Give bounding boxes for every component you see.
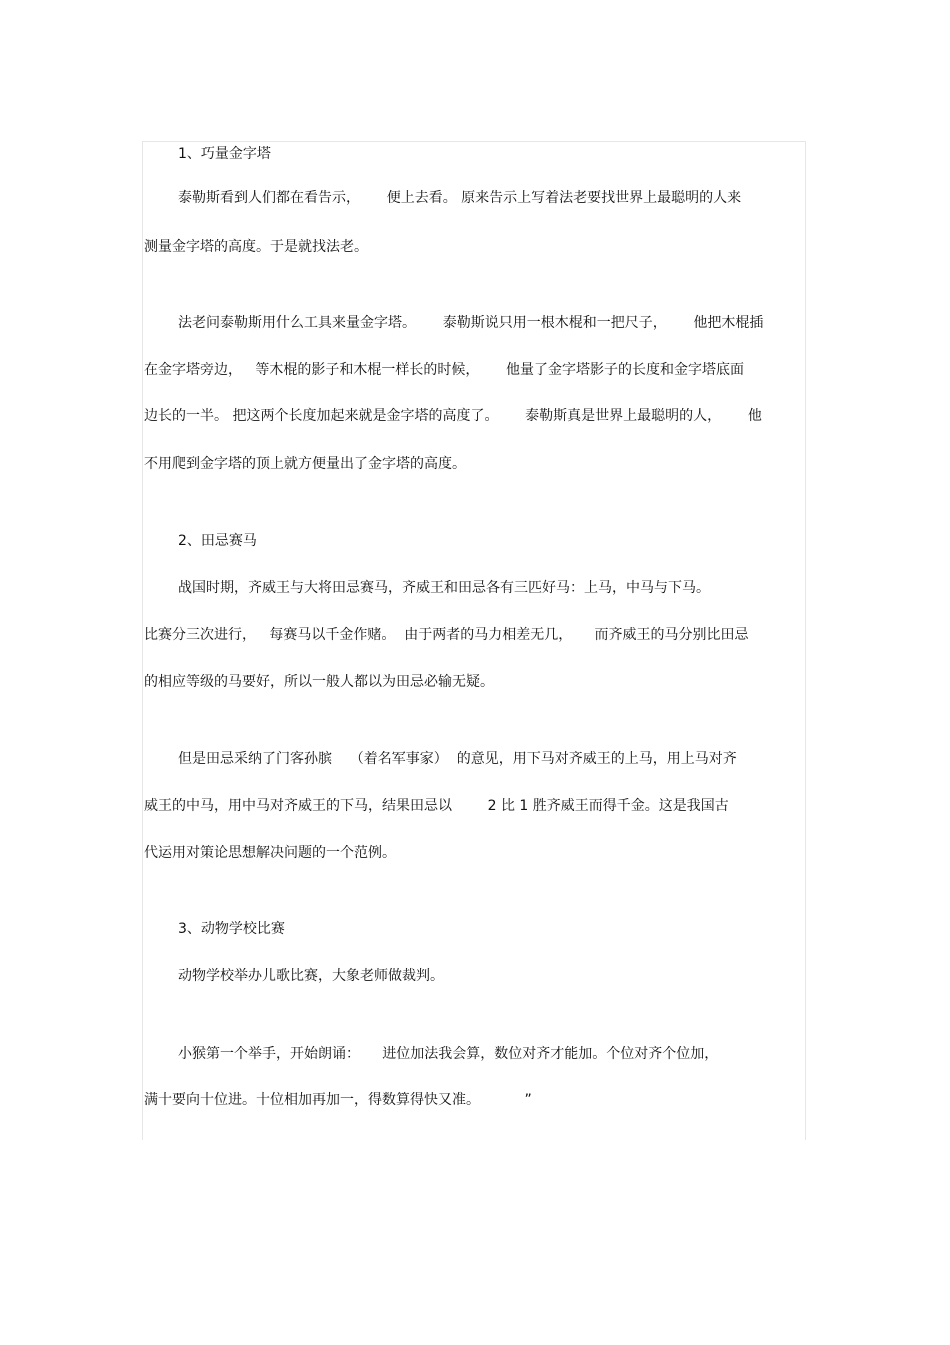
paragraph-line: 动物学校举办儿歌比赛，大象老师做裁判。 — [178, 968, 444, 984]
paragraph-line: 测量金字塔的高度。于是就找法老。 — [144, 239, 368, 255]
paragraph-line: 小猴第一个举手，开始朗诵： 进位加法我会算，数位对齐才能加。个位对齐个位加， — [178, 1046, 719, 1062]
paragraph-line: 威王的中马，用中马对齐威王的下马，结果田忌以 2 比 1 胜齐威王而得千金。这是我国古 — [144, 798, 729, 814]
paragraph-line: 泰勒斯看到人们都在看告示， 便上去看。 原来告示上写着法老要找世界上最聪明的人来 — [178, 190, 742, 206]
paragraph-line: 比赛分三次进行， 每赛马以千金作赌。 由于两者的马力相差无几， 而齐威王的马分别比田忌 — [144, 627, 749, 643]
paragraph-line: 但是田忌采纳了门客孙膑 （着名军事家） 的意见，用下马对齐威王的上马，用上马对齐 — [178, 751, 737, 767]
paragraph-line: 在金字塔旁边， 等木棍的影子和木棍一样长的时候， 他量了金字塔影子的长度和金字塔底面 — [144, 362, 745, 378]
paragraph-line: 的相应等级的马要好，所以一般人都以为田忌必输无疑。 — [144, 674, 494, 690]
paragraph-line: 满十要向十位进。十位相加再加一，得数算得快又准。 ” — [144, 1092, 532, 1108]
paragraph-line: 法老问泰勒斯用什么工具来量金字塔。 泰勒斯说只用一根木棍和一把尺子， 他把木棍插 — [178, 315, 764, 331]
paragraph-line: 战国时期，齐威王与大将田忌赛马，齐威王和田忌各有三匹好马：上马，中马与下马。 — [178, 580, 710, 596]
paragraph-line: 边长的一半。 把这两个长度加起来就是金字塔的高度了。 泰勒斯真是世界上最聪明的人， 他 — [144, 408, 762, 424]
section-heading-1: 1、巧量金字塔 — [178, 146, 271, 162]
paragraph-line: 代运用对策论思想解决问题的一个范例。 — [144, 845, 396, 861]
section-heading-2: 2、田忌赛马 — [178, 533, 257, 549]
section-heading-3: 3、动物学校比赛 — [178, 921, 285, 937]
paragraph-line: 不用爬到金字塔的顶上就方便量出了金字塔的高度。 — [144, 456, 466, 472]
